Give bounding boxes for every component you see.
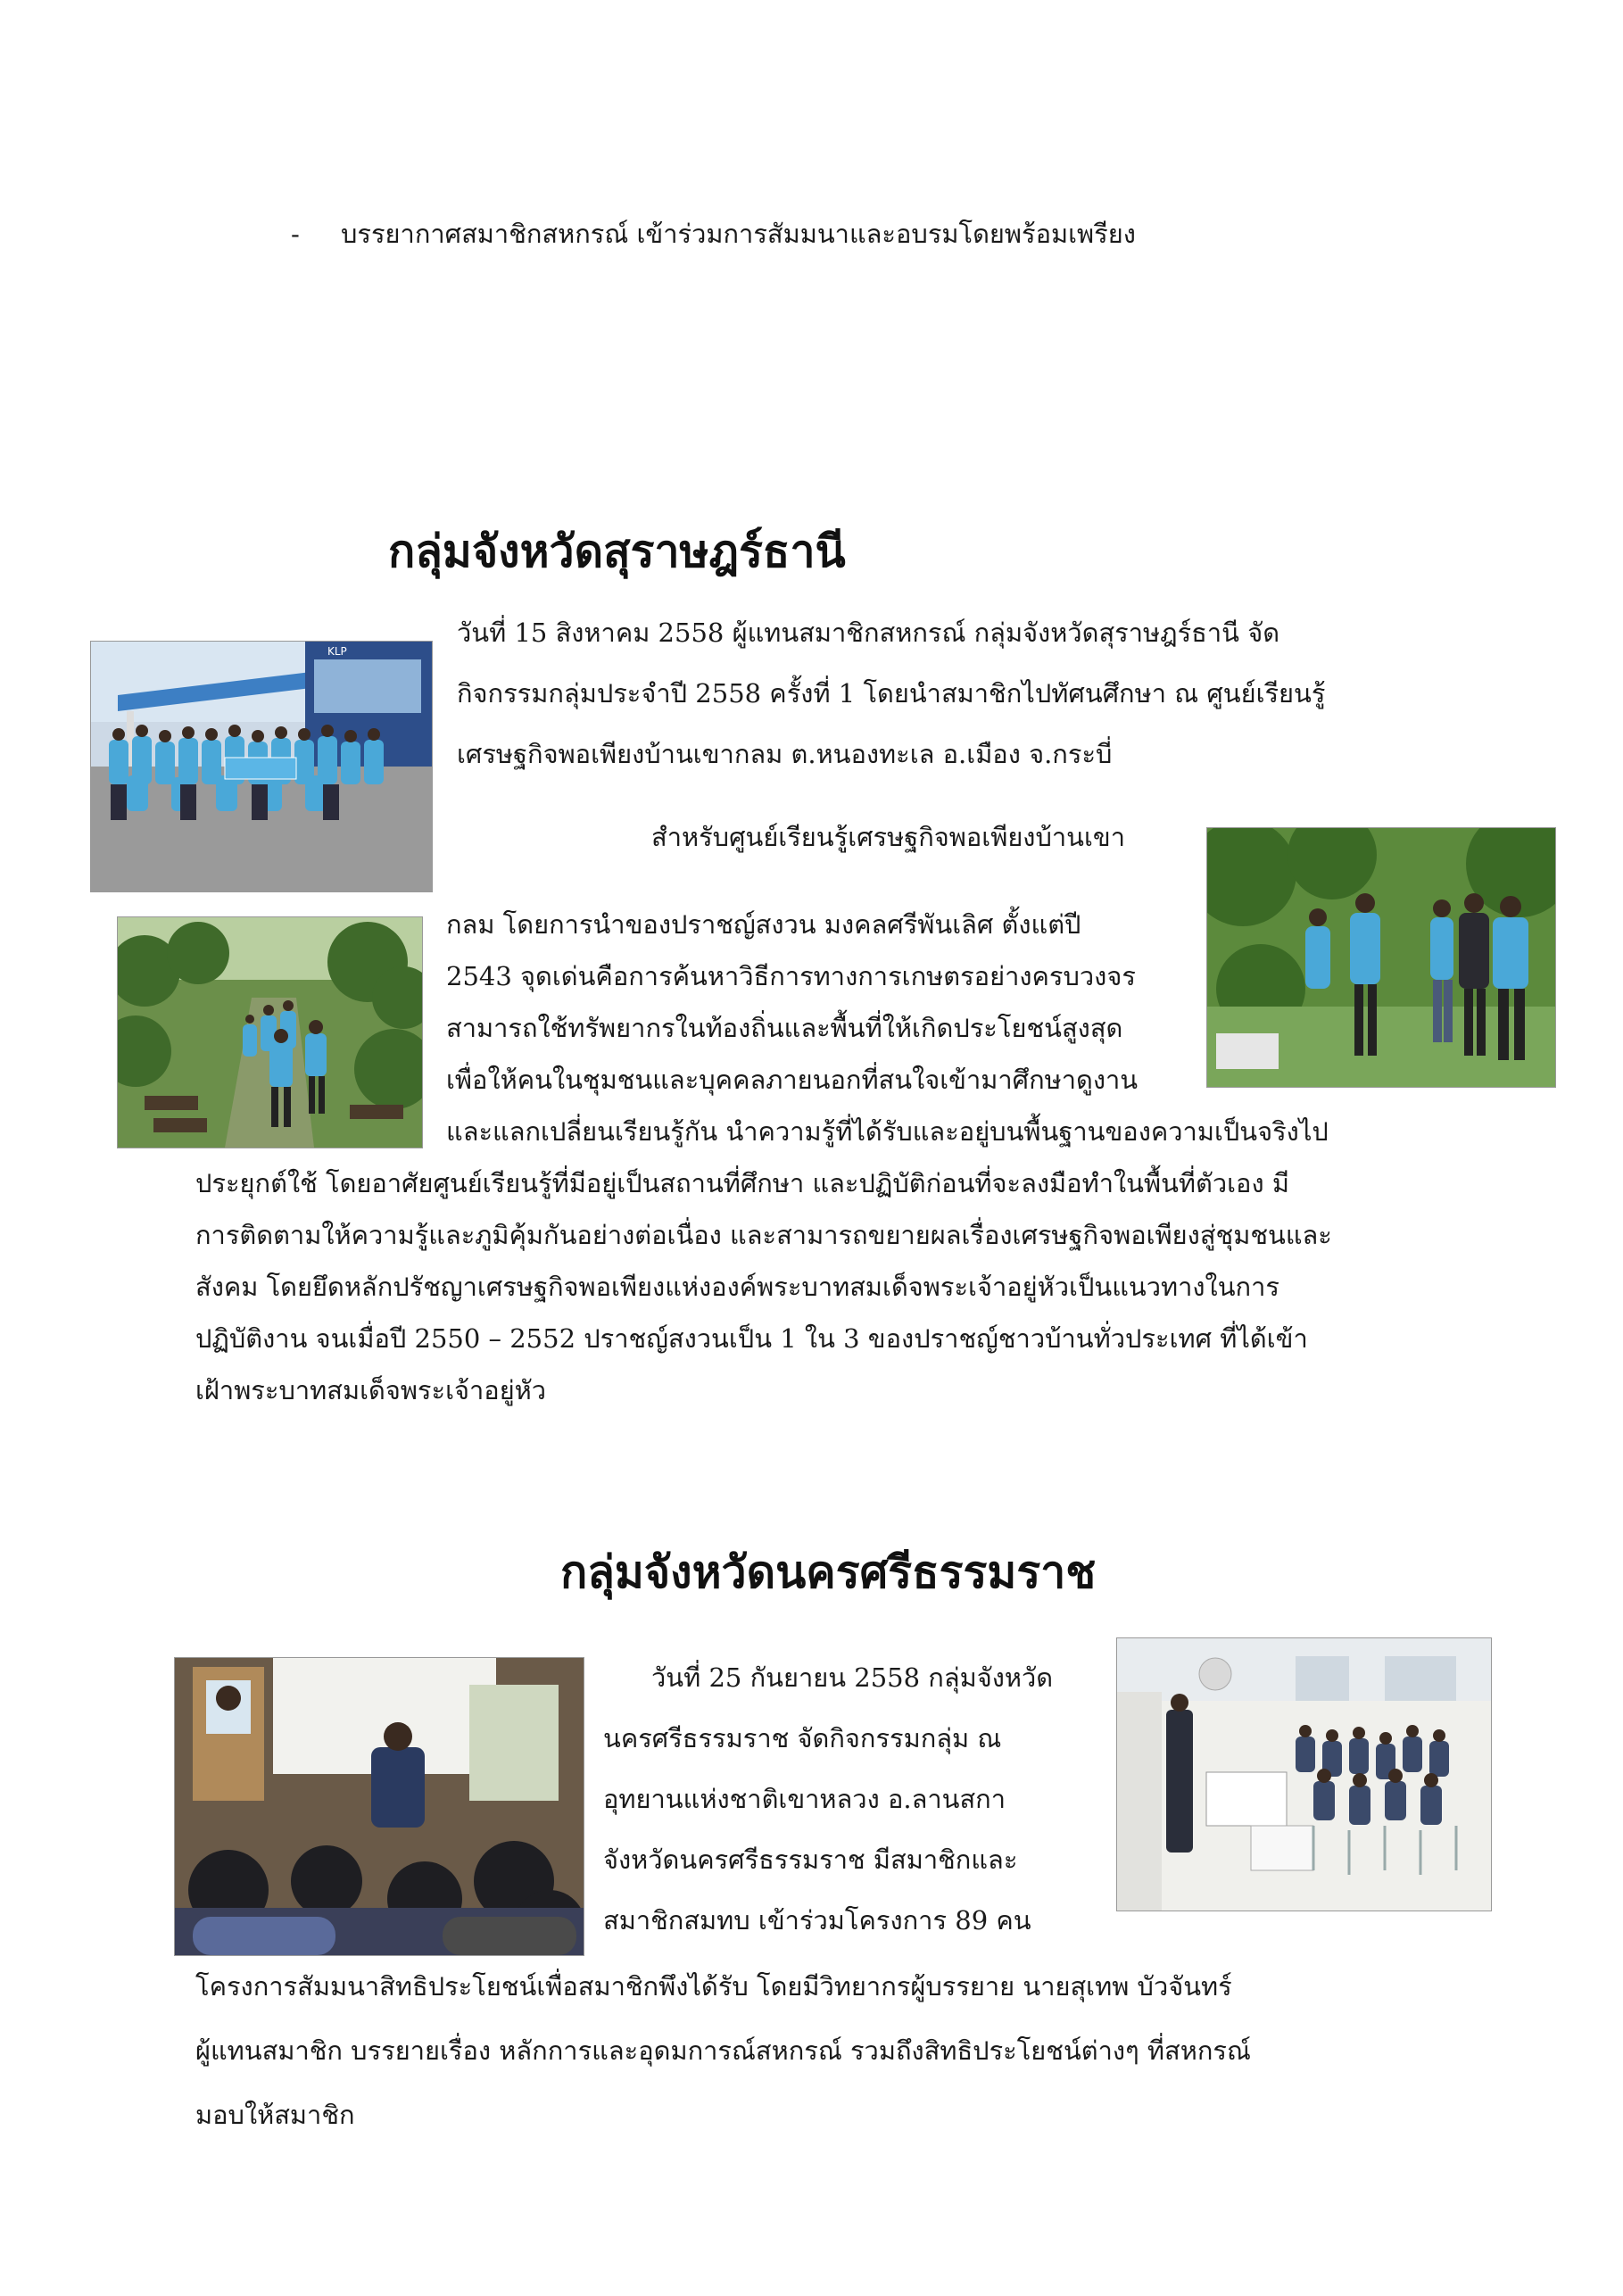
- section1-line-14: เฝ้าพระบาทสมเด็จพระเจ้าอยู่หัว: [195, 1375, 547, 1405]
- section1-line-12: สังคม โดยยึดหลักปรัชญาเศรษฐกิจพอเพียงแห่งองค์พระบาทสมเด็จพระเจ้าอยู่หัวเป็นแนวทางในการ: [195, 1272, 1279, 1302]
- section1-line-6: 2543 จุดเด่นคือการค้นหาวิธีการทางการเกษตรอย่างครบวงจร: [446, 961, 1136, 991]
- intro-text: บรรยากาศสมาชิกสหกรณ์ เข้าร่วมการสัมมนาและอบรมโดยพร้อมเพรียง: [341, 219, 1136, 249]
- section1-line-11: การติดตามให้ความรู้และภูมิคุ้มกันอย่างต่อเนื่อง และสามารถขยายผลเรื่องเศรษฐกิจพอเพียงสู่ชุมชนและ: [195, 1220, 1332, 1250]
- section2-line-7: ผู้แทนสมาชิก บรรยายเรื่อง หลักการและอุดมการณ์สหกรณ์ รวมถึงสิทธิประโยชน์ต่างๆ ที่สหกรณ์: [195, 2035, 1251, 2066]
- photo-group-at-bus: [90, 641, 433, 892]
- photo-garden-group: [1206, 827, 1556, 1088]
- photo-seminar-room: [1116, 1637, 1492, 1911]
- section2-line-3: อุทยานแห่งชาติเขาหลวง อ.ลานสกา: [603, 1784, 1006, 1814]
- section1-line-3: เศรษฐกิจพอเพียงบ้านเขากลม ต.หนองทะเล อ.เมือง จ.กระบี่: [457, 739, 1113, 769]
- section1-heading: กลุ่มจังหวัดสุราษฎร์ธานี: [388, 525, 846, 577]
- section1-line-7: สามารถใช้ทรัพยากรในท้องถิ่นและพื้นที่ให้เกิดประโยชน์สูงสุด: [446, 1013, 1123, 1043]
- bus-sign-text: KLP: [327, 645, 347, 658]
- section1-line-1: วันที่ 15 สิงหาคม 2558 ผู้แทนสมาชิกสหกรณ์ กลุ่มจังหวัดสุราษฎร์ธานี จัด: [457, 618, 1280, 648]
- section1-line-13: ปฏิบัติงาน จนเมื่อปี 2550 – 2552 ปราชญ์สงวนเป็น 1 ใน 3 ของปราชญ์ชาวบ้านทั่วประเทศ ที่ได้เข้า: [195, 1323, 1308, 1354]
- section1-line-2: กิจกรรมกลุ่มประจำปี 2558 ครั้งที่ 1 โดยนำสมาชิกไปทัศนศึกษา ณ ศูนย์เรียนรู้: [457, 678, 1326, 709]
- photo-farm-walk: [117, 916, 423, 1148]
- section1-line-8: เพื่อให้คนในชุมชนและบุคคลภายนอกที่สนใจเข้ามาศึกษาดูงาน: [446, 1065, 1139, 1095]
- section2-line-2: นครศรีธรรมราช จัดกิจกรรมกลุ่ม ณ: [603, 1723, 1002, 1753]
- section1-line-4: สำหรับศูนย์เรียนรู้เศรษฐกิจพอเพียงบ้านเขา: [651, 822, 1126, 852]
- section2-line-1: วันที่ 25 กันยายน 2558 กลุ่มจังหวัด: [651, 1662, 1054, 1693]
- section2-heading: กลุ่มจังหวัดนครศรีธรรมราช: [560, 1546, 1097, 1598]
- photo-seminar-speaker: [174, 1657, 584, 1956]
- section1-line-10: ประยุกต์ใช้ โดยอาศัยศูนย์เรียนรู้ที่มีอยู่เป็นสถานที่ศึกษา และปฏิบัติก่อนที่จะลงมือทำในพื้นที่ตัวเอง มี: [195, 1168, 1289, 1198]
- section2-line-5: สมาชิกสมทบ เข้าร่วมโครงการ 89 คน: [603, 1905, 1031, 1935]
- section2-line-8: มอบให้สมาชิก: [195, 2100, 355, 2130]
- section2-line-4: จังหวัดนครศรีธรรมราช มีสมาชิกและ: [603, 1844, 1018, 1875]
- section2-line-6: โครงการสัมมนาสิทธิประโยชน์เพื่อสมาชิกพึงได้รับ โดยมีวิทยากรผู้บรรยาย นายสุเทพ บัวจันทร์: [195, 1971, 1232, 2002]
- intro-bullet: -: [291, 219, 300, 249]
- section1-line-5: กลม โดยการนำของปราชญ์สงวน มงคลศรีพันเลิศ ตั้งแต่ปี: [446, 909, 1081, 940]
- section1-line-9: และแลกเปลี่ยนเรียนรู้กัน นำความรู้ที่ได้รับและอยู่บนพื้นฐานของความเป็นจริงไป: [446, 1116, 1329, 1147]
